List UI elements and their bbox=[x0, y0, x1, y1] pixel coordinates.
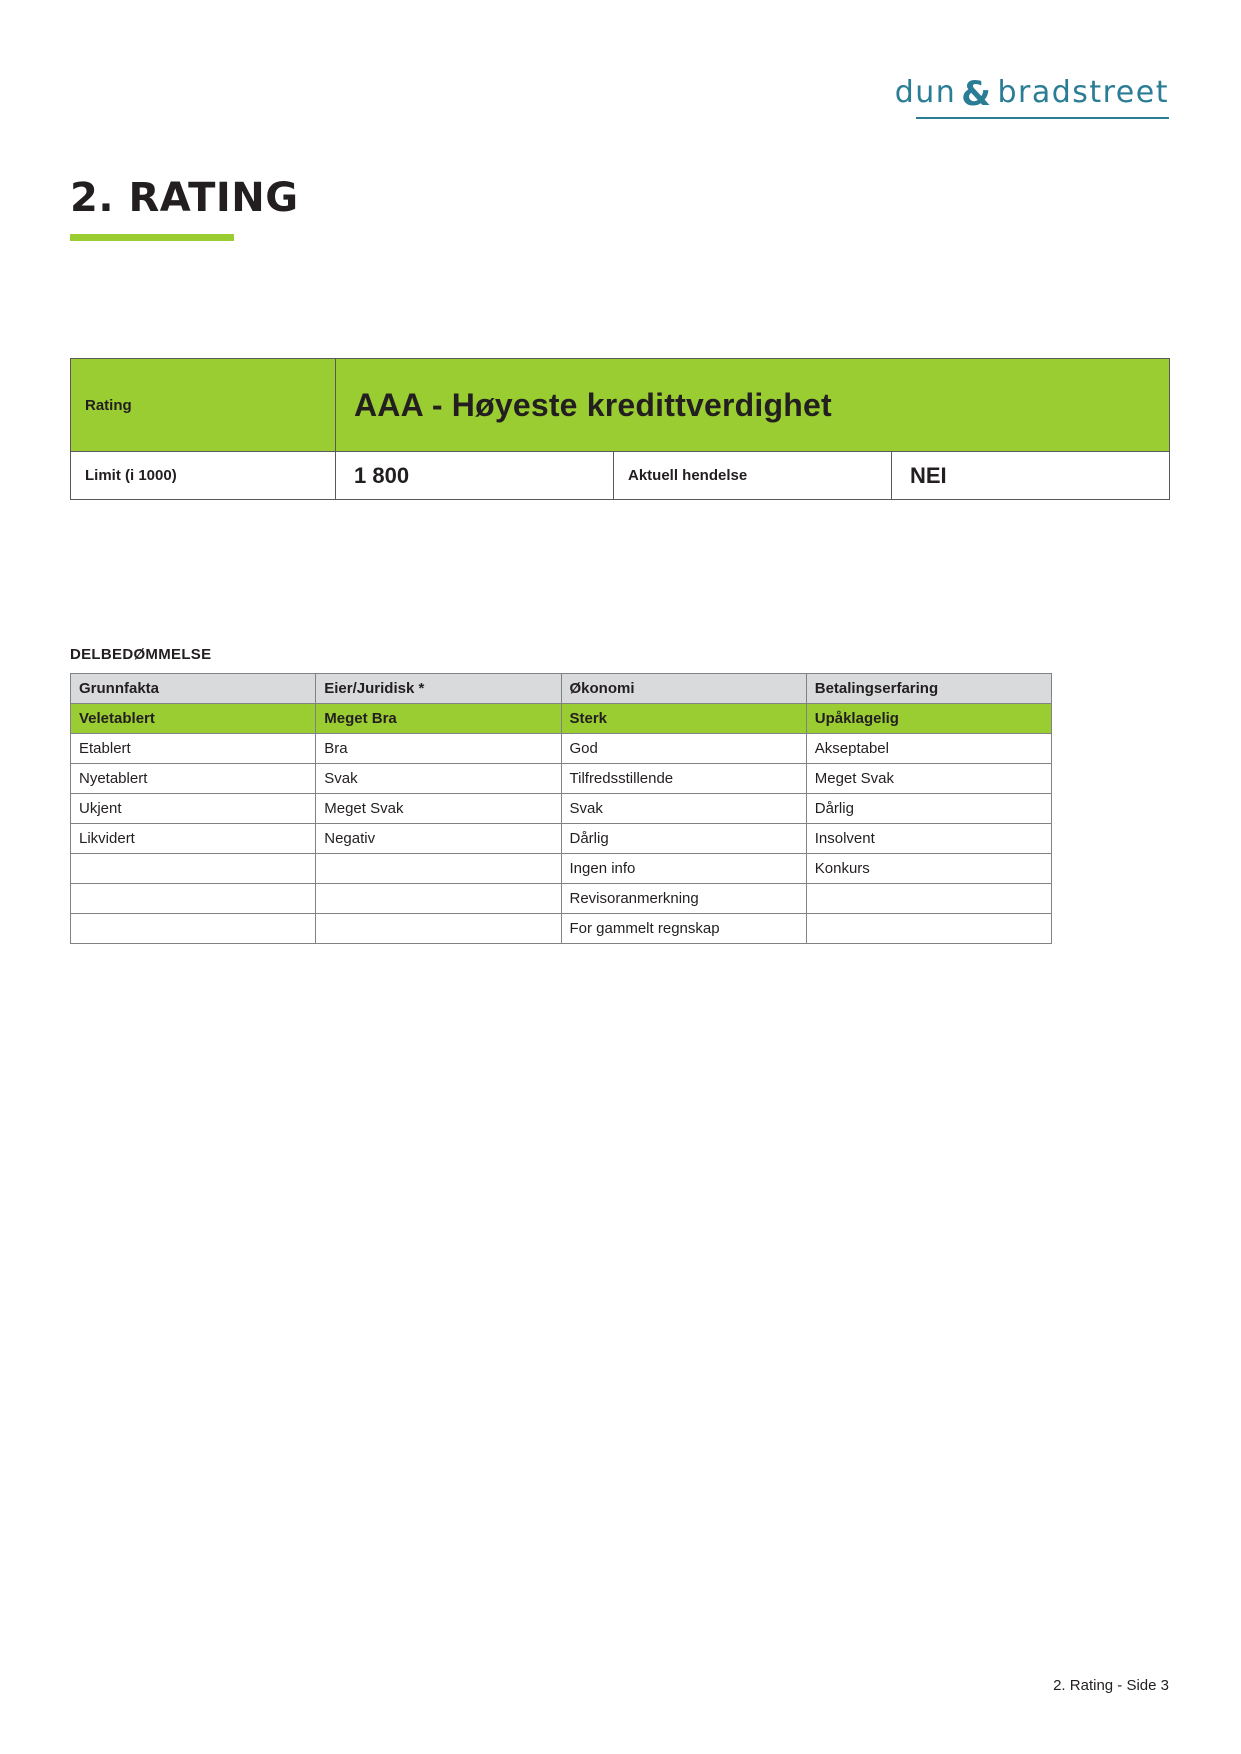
rating-value: AAA - Høyeste kredittverdighet bbox=[336, 359, 1170, 452]
cell: Bra bbox=[316, 734, 561, 764]
logo-word-bradstreet: bradstreet bbox=[997, 74, 1169, 110]
cell bbox=[316, 884, 561, 914]
event-label: Aktuell hendelse bbox=[614, 452, 892, 500]
page-title: 2. RATING bbox=[70, 175, 299, 221]
cell: God bbox=[561, 734, 806, 764]
table-row bbox=[71, 452, 1170, 500]
cell: Veletablert bbox=[71, 704, 316, 734]
cell: Sterk bbox=[561, 704, 806, 734]
cell: Meget Svak bbox=[316, 794, 561, 824]
cell: Ukjent bbox=[71, 794, 316, 824]
cell: Etablert bbox=[71, 734, 316, 764]
cell: Meget Svak bbox=[806, 764, 1051, 794]
cell: For gammelt regnskap bbox=[561, 914, 806, 944]
cell: Nyetablert bbox=[71, 764, 316, 794]
cell: Tilfredsstillende bbox=[561, 764, 806, 794]
cell: Ingen info bbox=[561, 854, 806, 884]
page-footer: 2. Rating - Side 3 bbox=[1053, 1677, 1169, 1694]
logo-underline bbox=[916, 117, 1169, 119]
cell bbox=[71, 854, 316, 884]
table-row bbox=[71, 884, 1052, 914]
cell: Dårlig bbox=[806, 794, 1051, 824]
table-row bbox=[71, 764, 1052, 794]
cell: Revisoranmerkning bbox=[561, 884, 806, 914]
rating-summary-table bbox=[70, 358, 1170, 500]
cell bbox=[316, 914, 561, 944]
column-header-betalingserfaring: Betalingserfaring bbox=[806, 674, 1051, 704]
cell: Svak bbox=[561, 794, 806, 824]
cell bbox=[806, 884, 1051, 914]
cell: Konkurs bbox=[806, 854, 1051, 884]
cell bbox=[806, 914, 1051, 944]
column-header-grunnfakta: Grunnfakta bbox=[71, 674, 316, 704]
subassessment-caption: DELBEDØMMELSE bbox=[70, 646, 212, 663]
cell: Svak bbox=[316, 764, 561, 794]
table-row bbox=[71, 734, 1052, 764]
limit-value: 1 800 bbox=[336, 452, 614, 500]
table-row bbox=[71, 914, 1052, 944]
cell: Upåklagelig bbox=[806, 704, 1051, 734]
table-row bbox=[71, 854, 1052, 884]
cell bbox=[316, 854, 561, 884]
cell: Dårlig bbox=[561, 824, 806, 854]
table-row bbox=[71, 704, 1052, 734]
cell: Insolvent bbox=[806, 824, 1051, 854]
table-header-row bbox=[71, 674, 1052, 704]
cell: Negativ bbox=[316, 824, 561, 854]
cell bbox=[71, 884, 316, 914]
title-accent-rule bbox=[70, 234, 234, 241]
ampersand-icon: & bbox=[961, 74, 993, 114]
limit-label: Limit (i 1000) bbox=[71, 452, 336, 500]
column-header-okonomi: Økonomi bbox=[561, 674, 806, 704]
cell: Likvidert bbox=[71, 824, 316, 854]
rating-label: Rating bbox=[71, 359, 336, 452]
column-header-eier-juridisk: Eier/Juridisk * bbox=[316, 674, 561, 704]
cell: Akseptabel bbox=[806, 734, 1051, 764]
event-value: NEI bbox=[892, 452, 1170, 500]
table-row bbox=[71, 359, 1170, 452]
table-row bbox=[71, 824, 1052, 854]
dun-bradstreet-logo bbox=[895, 72, 1169, 112]
cell bbox=[71, 914, 316, 944]
subassessment-table bbox=[70, 673, 1052, 944]
logo-word-dun: dun bbox=[894, 74, 957, 110]
cell: Meget Bra bbox=[316, 704, 561, 734]
table-row bbox=[71, 794, 1052, 824]
